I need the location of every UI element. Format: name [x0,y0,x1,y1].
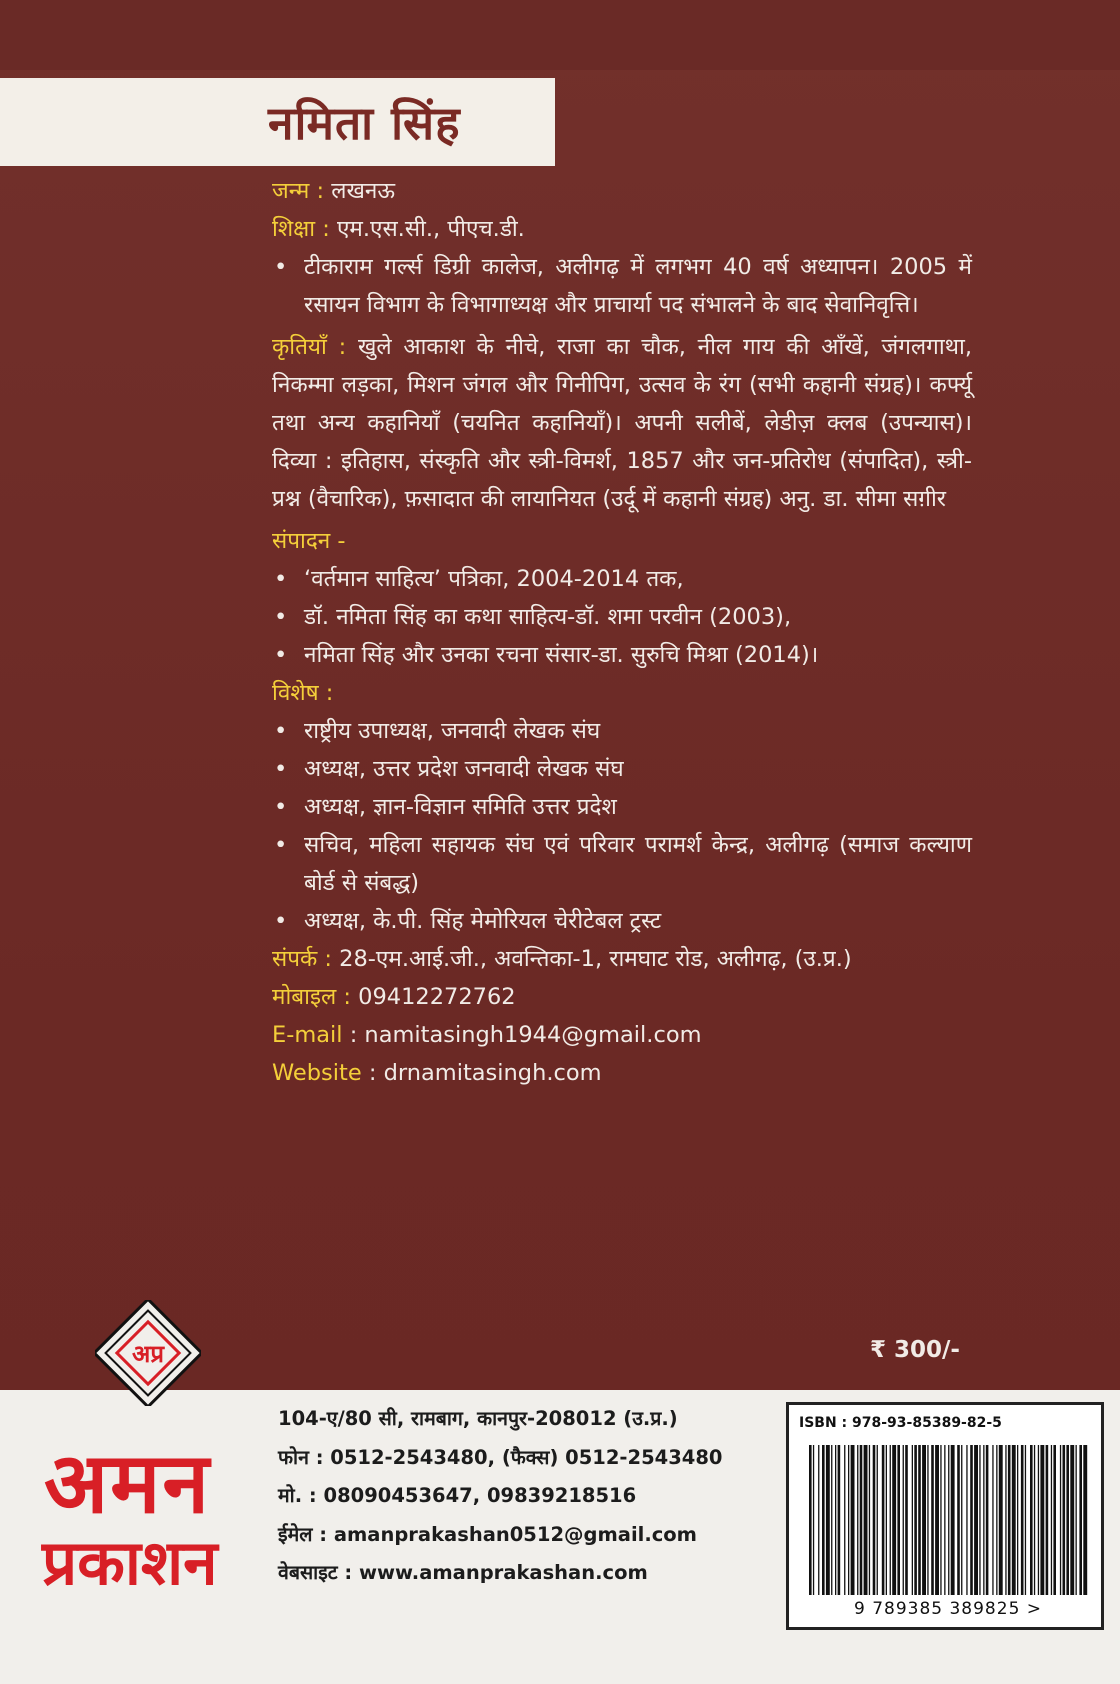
publisher-contact [278,1400,778,1593]
special-item: • सचिव, महिला सहायक संघ एवं परिवार परामर्श केन्द्र, अलीगढ़ (समाज कल्याण बोर्ड से संबद्ध) [272,826,972,902]
isbn-label: ISBN : 978-93-85389-82-5 [799,1415,1002,1431]
publisher-phone: फोन : 0512-2543480, (फैक्स) 0512-2543480 [278,1445,723,1469]
publisher-name-line1: अमन [44,1433,212,1532]
website-label: Website [272,1060,362,1086]
birth-label: जन्म : [272,178,325,204]
author-name: नमिता सिंह [268,96,461,150]
mobile-label: मोबाइल : [272,984,351,1010]
isbn-digits: 9 789385 389825 > [853,1599,1043,1619]
editing-item: • ‘वर्तमान साहित्य’ पत्रिका, 2004-2014 तक, [272,560,972,598]
special-label: विशेष : [272,680,334,706]
publisher-mobile: मो. : 08090453647, 09839218516 [278,1484,637,1507]
editing-item: • डॉ. नमिता सिंह का कथा साहित्य-डॉ. शमा परवीन (2003), [272,598,972,636]
logo-text: अप्र [132,1339,164,1368]
education-label: शिक्षा : [272,216,330,242]
mobile-value: 09412272762 [358,984,516,1010]
email-value: : namitasingh1944@gmail.com [349,1022,702,1048]
publisher-name-line2: प्रकाशन [42,1526,218,1599]
email-row [272,1016,972,1054]
contact-row [272,940,972,978]
author-bio [272,172,972,1092]
author-title-box [0,78,555,166]
special-item: • अध्यक्ष, के.पी. सिंह मेमोरियल चेरीटेबल ट्रस्ट [272,902,972,940]
publisher-website: वेबसाइट : www.amanprakashan.com [278,1561,648,1584]
top-band [0,0,1120,70]
email-label: E-mail [272,1022,343,1048]
special-item: • अध्यक्ष, उत्तर प्रदेश जनवादी लेखक संघ [272,750,972,788]
editing-label: संपादन - [272,528,346,554]
publisher-address: 104-ए/80 सी, रामबाग, कानपुर-208012 (उ.प्र.) [278,1407,678,1430]
works-text: खुले आकाश के नीचे, राजा का चौक, नील गाय की आँखें, जंगलगाथा, निकम्मा लड़का, मिशन जंगल और गिनीपिग, उत्सव के रंग (सभी कहानी संग्रह)। कर्फ्यू तथा अन्य कहानियाँ (चयनित कहानियाँ)। अपनी सलीबें, लेडीज़ क्लब (उपन्यास)। दिव्या : इतिहास, संस्कृति और स्त्री-विमर्श, 1857 और जन-प्रतिरोध (संपादित), स्त्री-प्रश्न (वैचारिक), फ़सादात की लायानियत (उर्दू में कहानी संग्रह) अनु. डा. सीमा सग़ीर [272,334,972,512]
editing-item: • नमिता सिंह और उनका रचना संसार-डा. सुरुचि मिश्रा (2014)। [272,636,972,674]
mobile-row [272,978,972,1016]
publisher-email: ईमेल : amanprakashan0512@gmail.com [278,1522,698,1546]
contact-label: संपर्क : [272,946,333,972]
education-value: एम.एस.सी., पीएच.डी. [336,216,525,242]
price: ₹ 300/- [870,1337,960,1363]
works-paragraph [272,328,972,518]
birth-row [272,172,972,210]
website-row [272,1054,972,1092]
barcode-icon [803,1445,1093,1595]
birth-value: लखनऊ [331,178,396,204]
publisher-logo-icon [95,1300,201,1406]
works-label: कृतियाँ : [272,334,347,360]
education-row [272,210,972,248]
isbn-box [786,1402,1104,1630]
special-item: • राष्ट्रीय उपाध्यक्ष, जनवादी लेखक संघ [272,712,972,750]
special-item: • अध्यक्ष, ज्ञान-विज्ञान समिति उत्तर प्रदेश [272,788,972,826]
contact-value: 28-एम.आई.जी., अवन्तिका-1, रामघाट रोड, अलीगढ़, (उ.प्र.) [339,946,852,972]
career-paragraph: • टीकाराम गर्ल्स डिग्री कालेज, अलीगढ़ में लगभग 40 वर्ष अध्यापन। 2005 में रसायन विभाग के विभागाध्यक्ष और प्राचार्या पद संभालने के बाद सेवानिवृत्ति। [272,248,972,324]
website-value: : drnamitasingh.com [368,1060,602,1086]
